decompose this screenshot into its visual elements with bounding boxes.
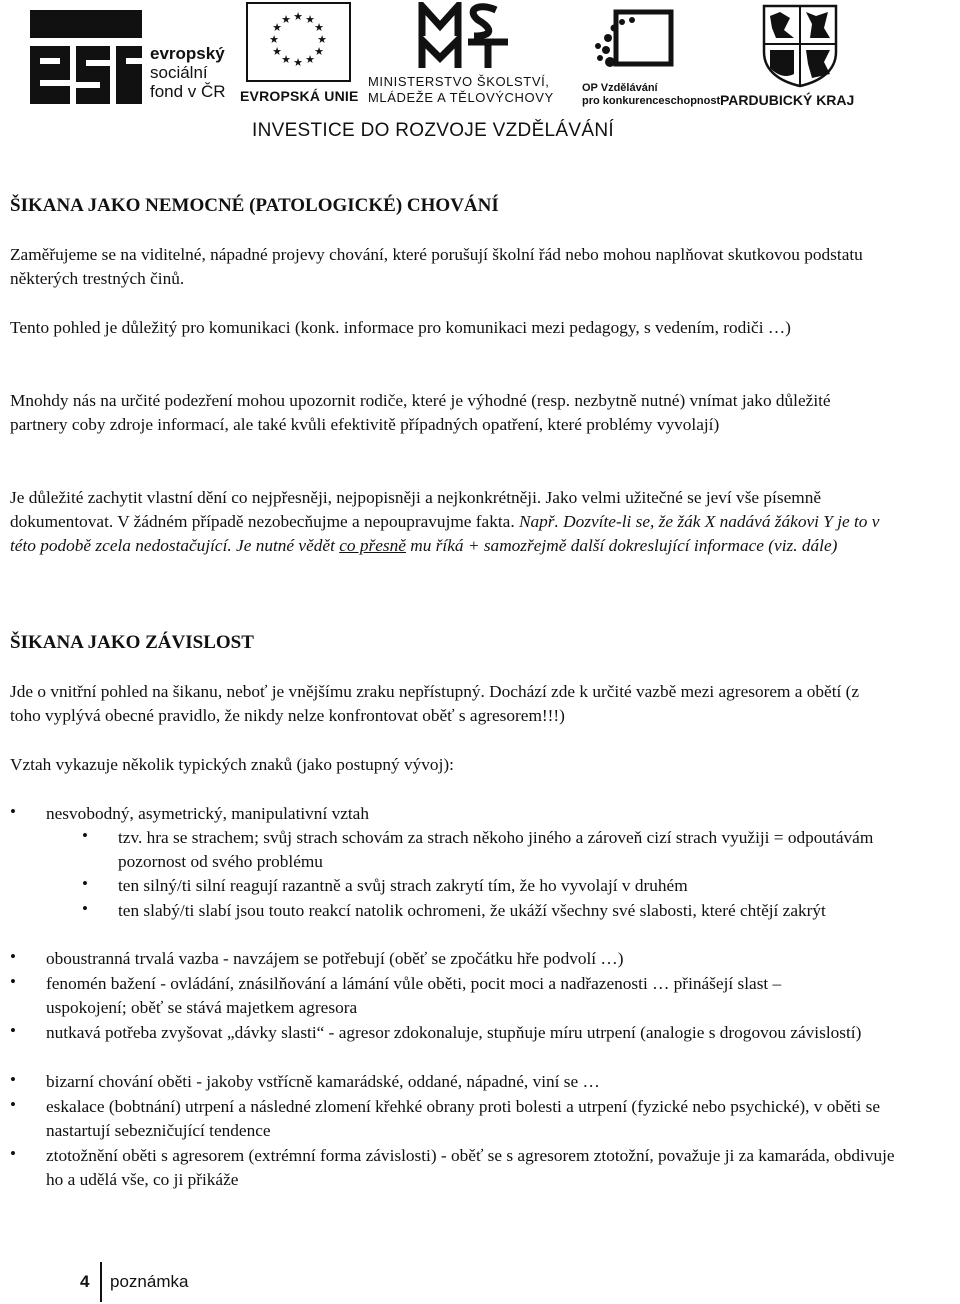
priklad-text: Např. Dozvíte-li se, že žák X nadává žákovi Y je to v této podobě zcela nedostačující. Je nutné vědět (10, 512, 880, 555)
esf-line3: fond v ČR (150, 82, 226, 101)
sub-item-slabi: ten slabý/ti slabí jsou touto reakcí natolik ochromeni, že ukáží všechny své slabosti, které chtějí zakrýt (118, 901, 826, 920)
list-item-ztotozneni: ztotožnění oběti s agresorem (extrémní forma závislosti) - oběť se s agresorem ztotožní, považuje ji za kamaráda, obdivuje ho a udělá vše, co ji přikáže (46, 1146, 895, 1189)
msmt-label (368, 74, 554, 106)
svg-text:★: ★ (305, 13, 315, 26)
paragraph-typicke-znaky: Vztah vykazuje několik typických znaků (jako postupný vývoj): (10, 755, 454, 774)
sub-item-hra-se-strachem: tzv. hra se strachem; svůj strach schovám za strach někoho jiného a zároveň cizí strach využiji = odpoutávám pozornost od svého problému (118, 828, 874, 871)
svg-text:★: ★ (314, 45, 324, 58)
svg-text:★: ★ (293, 10, 303, 23)
esf-line1: evropský (150, 44, 225, 63)
bullet-icon: • (10, 947, 16, 966)
esf-line2: sociální (150, 63, 208, 82)
svg-text:★: ★ (281, 53, 291, 66)
section-title-patologicke: ŠIKANA JAKO NEMOCNÉ (PATOLOGICKÉ) CHOVÁNÍ (10, 195, 499, 216)
list-item-eskalace: eskalace (bobtnání) utrpení a následné zlomení křehké obrany proti bolesti a utrpení (fyzické nebo psychické), v oběti se nastartují sebezničující tendence (46, 1097, 880, 1140)
esf-logo (30, 2, 240, 106)
bullet-icon: • (10, 972, 16, 991)
eu-flag-icon (246, 2, 351, 82)
page-footer (0, 1262, 960, 1304)
svg-text:★: ★ (305, 53, 315, 66)
paragraph-dokumentace (10, 486, 890, 558)
list-item-oboustranna-vazba: oboustranná trvalá vazba - navzájem se potřebují (oběť se zpočátku hře podvolí …) (46, 949, 624, 968)
sub-item-silni: ten silný/ti silní reagují razantně a svůj strach zakrytí tím, že ho vyvolají v druhém (118, 876, 688, 895)
msmt-line1: MINISTERSTVO ŠKOLSTVÍ, (368, 74, 550, 89)
esf-mark-icon (30, 2, 150, 106)
bullet-icon: • (10, 1144, 16, 1163)
paragraph-rodice: Mnohdy nás na určité podezření mohou upozornit rodiče, které je výhodné (resp. nezbytně nutné) vnímat jako důležité partnery coby zdroje informací, ale také kvůli efektivitě případných opatření, které problémy vyvolají) (10, 391, 831, 434)
co-presne-text: co přesně (339, 536, 406, 555)
bullet-icon: • (82, 826, 88, 845)
bullet-icon: • (10, 802, 16, 821)
op-dots-icon (576, 2, 696, 82)
eu-label: EVROPSKÁ UNIE (240, 88, 359, 104)
list-item-fenomen-bazeni: fenomén bažení - ovládání, znásilňování a lámání vůle oběti, pocit moci a nadřazenosti … přinášejí slast – uspokojení; oběť se stává majetkem agresora (46, 974, 782, 1017)
svg-text:★: ★ (293, 56, 303, 69)
section-title-zavislost: ŠIKANA JAKO ZÁVISLOST (10, 632, 254, 653)
paragraph-vnitrni-pohled: Jde o vnitřní pohled na šikanu, neboť je vnějšímu zraku nepřístupný. Dochází zde k určité vazbě mezi agresorem a obětí (z toho vyplývá obecné pravidlo, že nikdy nelze konfrontovat oběť s agresorem!!!) (10, 682, 860, 725)
msmt-line2: MLÁDEŽE A TĚLOVÝCHOVY (368, 90, 554, 105)
list-item-nesvobodny: nesvobodný, asymetrický, manipulativní vztah (46, 804, 369, 823)
page-number: 4 (80, 1272, 90, 1291)
bullet-icon: • (10, 1095, 16, 1114)
investice-banner: INVESTICE DO ROZVOJE VZDĚLÁVÁNÍ (252, 120, 614, 141)
op-label (582, 82, 720, 108)
svg-text:★: ★ (281, 13, 291, 26)
op-vzdelavani-logo (576, 2, 721, 107)
svg-text:★: ★ (269, 33, 279, 46)
op-line1: OP Vzdělávání (582, 82, 658, 94)
svg-text:★: ★ (272, 21, 282, 34)
pk-label: PARDUBICKÝ KRAJ (720, 92, 855, 108)
bullet-icon: • (10, 1070, 16, 1089)
footer-divider (100, 1262, 102, 1302)
logo-header (0, 0, 960, 150)
msmt-logo (368, 2, 578, 106)
bullet-icon: • (10, 1021, 16, 1040)
msmt-mark-icon (368, 2, 518, 72)
bullet-icon: • (82, 899, 88, 918)
footer-note: poznámka (110, 1272, 189, 1291)
list-item-bizarni-chovani: bizarní chování oběti - jakoby vstřícně kamarádské, oddané, nápadné, viní se … (46, 1072, 600, 1091)
dokumentace-text: Je důležité zachytit vlastní dění co nejpřesněji, nejpopisněji a nejkonkrétněji. Jako velmi užitečné se jeví vše písemně dokumentovat. V žádném případě nezobecňujme a nepoupravujme fakta. (10, 488, 822, 531)
eu-logo (240, 2, 360, 106)
svg-text:★: ★ (314, 21, 324, 34)
pardubicky-kraj-logo (720, 2, 870, 106)
priklad-end-text: mu říká + samozřejmě další dokreslující informace (viz. dále) (405, 536, 838, 555)
svg-text:★: ★ (272, 45, 282, 58)
op-line2: pro konkurenceschopnost (582, 95, 721, 107)
paragraph-komunikace: Tento pohled je důležitý pro komunikaci (konk. informace pro komunikaci mezi pedagogy, s vedením, rodiči …) (10, 318, 791, 337)
list-item-nutkava-potreba: nutkavá potřeba zvyšovat „dávky slasti“ - agresor zdokonaluje, stupňuje míru utrpení (analogie s drogovou závislostí) (46, 1023, 862, 1042)
esf-logo-text (150, 44, 226, 101)
coat-of-arms-icon (760, 2, 840, 88)
bullet-icon: • (82, 874, 88, 893)
paragraph-viditelne-projevy: Zaměřujeme se na viditelné, nápadné projevy chování, které porušují školní řád nebo mohou naplňovat skutkovou podstatu některých trestných činů. (10, 245, 863, 288)
svg-text:★: ★ (317, 33, 327, 46)
